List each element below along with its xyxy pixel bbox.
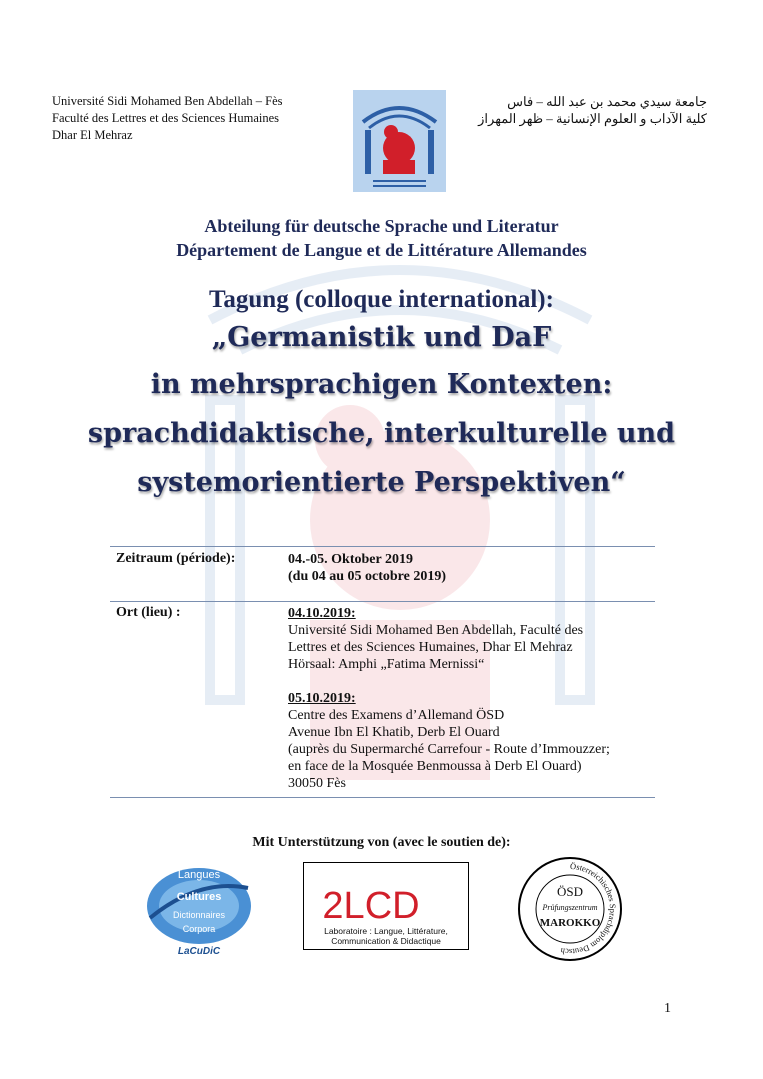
lacudic-word: Dictionnaires (172, 910, 226, 920)
osd-center: MAROKKO (539, 917, 601, 929)
period-date: 04.-05. Oktober 2019 (288, 552, 413, 567)
osd-seal-logo (517, 856, 623, 962)
osd-center: Prüfungszentrum (542, 903, 598, 912)
support-heading: Mit Unterstützung von (avec le soutien de): (252, 835, 511, 850)
llcd-caption: Communication & Didactique (331, 936, 441, 946)
place-day1-line: Lettres et des Sciences Humaines, Dhar El Mehraz (288, 640, 573, 655)
header-left-affiliation (52, 93, 283, 144)
place-day2-line: (auprès du Supermarché Carrefour - Route d’Immouzzer; (288, 742, 610, 757)
header-right-line: كلية الآداب و العلوم الإنسانية – ظهر المهراز (478, 111, 707, 126)
place-day2-line: Centre des Examens d’Allemand ÖSD (288, 708, 505, 723)
llcd-caption: Laboratoire : Langue, Littérature, (324, 926, 448, 936)
lacudic-name: LaCuDiC (177, 946, 221, 957)
lacudic-word: Cultures (176, 891, 222, 903)
event-title-line: in mehrsprachigen Kontexten: (150, 369, 613, 400)
lacudic-logo (140, 858, 258, 958)
llcd-logo (303, 862, 469, 950)
event-title-line: sprachdidaktische, interkulturelle und (87, 418, 676, 449)
header-right-affiliation-arabic (478, 93, 707, 127)
place-label: Ort (lieu) : (116, 605, 181, 620)
place-day2-date: 05.10.2019: (288, 691, 356, 706)
period-label: Zeitraum (période): (116, 551, 236, 566)
table-rule-top (110, 546, 655, 547)
page-number: 1 (664, 1001, 671, 1016)
event-title-line: „Germanistik und DaF (211, 322, 552, 353)
event-title-line: systemorientierte Perspektiven“ (137, 467, 626, 498)
llcd-mark: 2LCD (322, 885, 420, 927)
place-day2-line: en face de la Mosquée Benmoussa à Derb El Ouard) (288, 759, 582, 774)
place-day1-date: 04.10.2019: (288, 606, 356, 621)
osd-center: ÖSD (556, 884, 584, 899)
place-value (288, 605, 610, 792)
place-day2-line: 30050 Fès (288, 776, 346, 791)
period-date-fr: (du 04 au 05 octobre 2019) (288, 569, 447, 584)
header-left-line: Dhar El Mehraz (52, 128, 133, 142)
lacudic-word: Corpora (182, 924, 216, 934)
table-rule-middle (110, 601, 655, 602)
department-de: Abteilung für deutsche Sprache und Literatur (204, 216, 559, 236)
period-value (288, 551, 446, 585)
table-rule-bottom (110, 797, 655, 798)
header-left-line: Faculté des Lettres et des Sciences Humaines (52, 111, 280, 125)
department-fr: Département de Langue et de Littérature Allemandes (176, 240, 587, 260)
place-day2-line: Avenue Ibn El Khatib, Derb El Ouard (288, 725, 500, 740)
header-left-line: Université Sidi Mohamed Ben Abdellah – Fès (52, 94, 283, 108)
lacudic-word: Langues (177, 869, 221, 881)
header-right-line: جامعة سيدي محمد بن عبد الله – فاس (507, 94, 707, 109)
place-day1-line: Université Sidi Mohamed Ben Abdellah, Faculté des (288, 623, 584, 638)
university-logo (353, 90, 446, 192)
osd-ring-text: Österreichisches Sprachdiplom Deutsch (559, 861, 618, 957)
place-day1-line: Hörsaal: Amphi „Fatima Mernissi“ (288, 657, 485, 672)
event-kind: Tagung (colloque international): (209, 286, 554, 313)
